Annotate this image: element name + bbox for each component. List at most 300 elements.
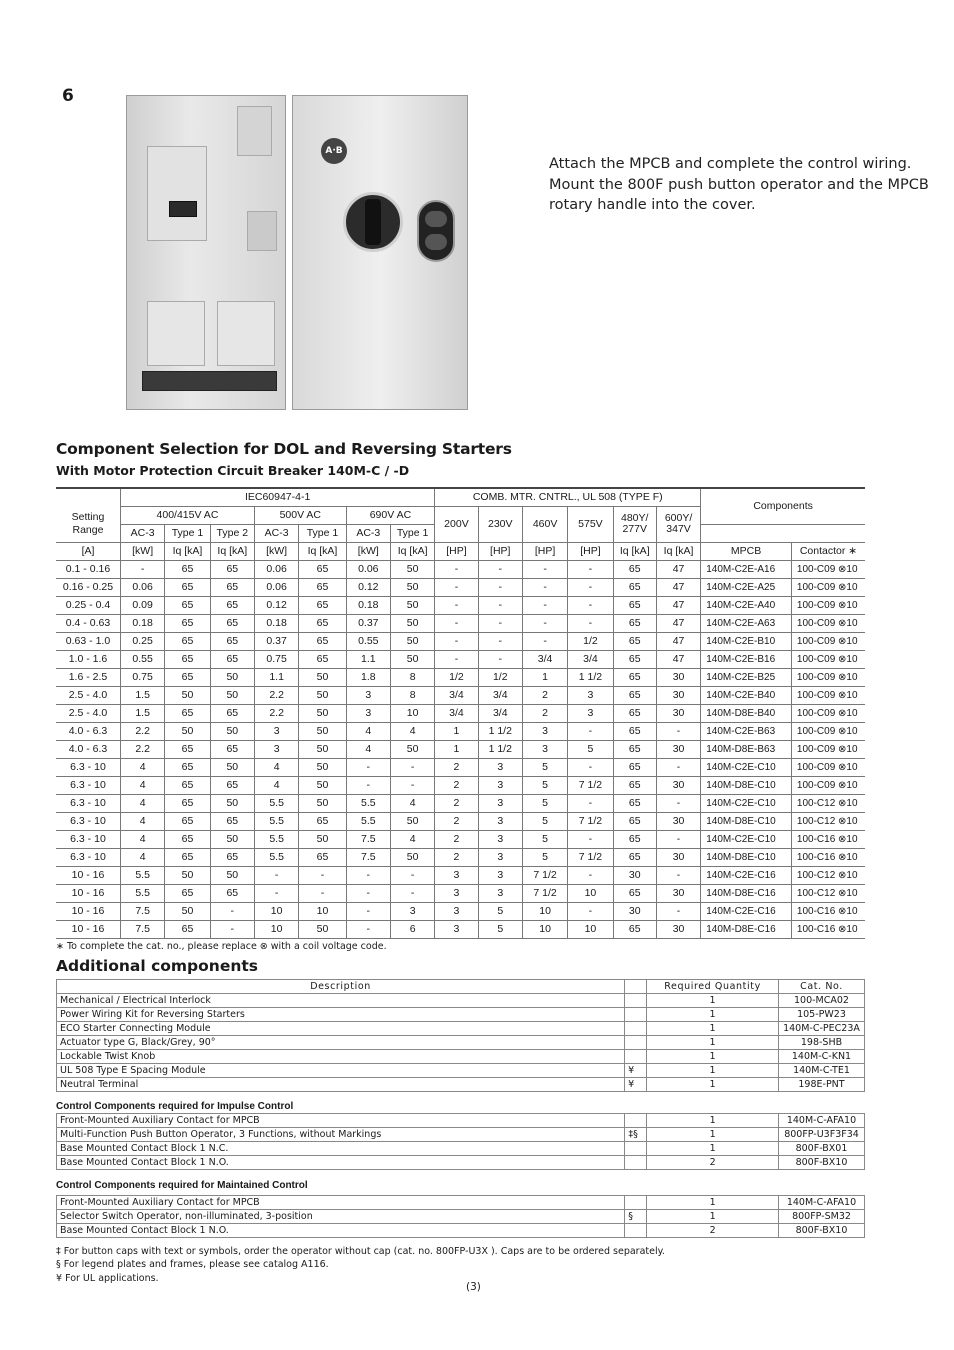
type1-header: Type 1: [390, 524, 434, 542]
table-cell: 4: [346, 740, 390, 758]
table-cell: 5.5: [120, 884, 164, 902]
table-cell: 7.5: [120, 920, 164, 938]
table-cell: 30: [656, 686, 700, 704]
table-cell: -: [120, 560, 164, 578]
table-cell: 1.0 - 1.6: [56, 650, 120, 668]
table-cell: -: [656, 866, 700, 884]
table-cell: 50: [210, 686, 254, 704]
table-cell: -: [346, 902, 390, 920]
table-cell: 3: [346, 686, 390, 704]
list-item: [57, 1036, 865, 1050]
table-cell: 0.55: [120, 650, 164, 668]
table-cell: 5: [522, 776, 567, 794]
type1-header: Type 1: [299, 524, 346, 542]
ul-header: COMB. MTR. CNTRL., UL 508 (TYPE F): [435, 488, 701, 506]
item-note-mark: §: [625, 1210, 647, 1224]
table-cell: -: [656, 902, 700, 920]
table-cell: 65: [165, 848, 210, 866]
table-cell: 65: [613, 884, 656, 902]
table-row: [56, 866, 865, 884]
table-cell: 65: [613, 812, 656, 830]
item-cat-no: 100-MCA02: [778, 994, 864, 1008]
setting-range-header: Setting Range: [56, 506, 120, 542]
table-cell: 65: [210, 740, 254, 758]
table-cell: 3: [435, 884, 478, 902]
table-cell: 0.18: [120, 614, 164, 632]
type2-header: Type 2: [210, 524, 254, 542]
table-cell: 1/2: [568, 632, 613, 650]
table-cell: 65: [210, 632, 254, 650]
table-cell: 65: [613, 722, 656, 740]
table-cell: 47: [656, 578, 700, 596]
table-cell: 4: [390, 794, 434, 812]
table-cell: 3: [478, 830, 522, 848]
list-item: [57, 1210, 865, 1224]
table-cell: 0.25: [120, 632, 164, 650]
table-cell: -: [210, 920, 254, 938]
item-description: Actuator type G, Black/Grey, 90°: [57, 1036, 625, 1050]
table-cell: 2.2: [254, 704, 298, 722]
table-cell: 3: [522, 722, 567, 740]
item-description: Power Wiring Kit for Reversing Starters: [57, 1008, 625, 1022]
mpcb-cell: 140M-D8E-C10: [701, 776, 792, 794]
table-cell: 5.5: [254, 794, 298, 812]
item-cat-no: 800F-BX10: [779, 1224, 865, 1238]
table-cell: -: [568, 830, 613, 848]
mpcb-cell: 140M-C2E-B40: [701, 686, 792, 704]
table-cell: 0.16 - 0.25: [56, 578, 120, 596]
table-cell: 4: [254, 758, 298, 776]
table-cell: -: [435, 596, 478, 614]
table-cell: 50: [210, 794, 254, 812]
list-item: [57, 994, 865, 1008]
additional-title: Additional components: [56, 957, 259, 975]
table-cell: 65: [210, 578, 254, 596]
table-cell: 10: [254, 902, 298, 920]
table-cell: 1/2: [435, 668, 478, 686]
list-item: [57, 1114, 865, 1128]
table-cell: 50: [165, 722, 210, 740]
table-cell: 5: [522, 794, 567, 812]
table-cell: 0.4 - 0.63: [56, 614, 120, 632]
table-cell: 2.2: [254, 686, 298, 704]
table-cell: -: [522, 578, 567, 596]
table-cell: 0.09: [120, 596, 164, 614]
table-cell: 1 1/2: [568, 668, 613, 686]
item-note-mark: [625, 994, 647, 1008]
table-row: [56, 650, 865, 668]
unit-iq: Iq [kA]: [165, 542, 210, 560]
table-cell: 0.1 - 0.16: [56, 560, 120, 578]
item-quantity: 2: [647, 1156, 779, 1170]
table-cell: 65: [165, 740, 210, 758]
item-cat-no: 800F-BX01: [779, 1142, 865, 1156]
table-cell: 7.5: [346, 830, 390, 848]
table-cell: 50: [210, 830, 254, 848]
table-cell: -: [568, 758, 613, 776]
table-cell: 30: [656, 740, 700, 758]
table-cell: 30: [656, 884, 700, 902]
table-cell: -: [656, 722, 700, 740]
selection-footnote: ∗ To complete the cat. no., please replace ⊗ with a coil voltage code.: [56, 941, 387, 952]
item-description: Base Mounted Contact Block 1 N.O.: [57, 1224, 625, 1238]
unit-a: [A]: [56, 542, 120, 560]
table-cell: 6.3 - 10: [56, 776, 120, 794]
table-cell: 65: [299, 560, 346, 578]
table-cell: 4: [120, 794, 164, 812]
item-quantity: 1: [647, 1128, 779, 1142]
table-cell: 65: [210, 812, 254, 830]
table-cell: 65: [165, 632, 210, 650]
table-cell: 0.12: [254, 596, 298, 614]
table-cell: 50: [299, 668, 346, 686]
table-cell: 3/4: [435, 704, 478, 722]
table-cell: 65: [613, 794, 656, 812]
item-note-mark: [625, 1022, 647, 1036]
table-cell: -: [656, 794, 700, 812]
table-cell: 65: [210, 596, 254, 614]
list-item: [57, 1224, 865, 1238]
table-cell: -: [299, 866, 346, 884]
item-quantity: 1: [647, 1050, 779, 1064]
table-cell: 65: [210, 614, 254, 632]
table-cell: -: [478, 578, 522, 596]
item-note-mark: [625, 1224, 647, 1238]
table-cell: 30: [656, 920, 700, 938]
table-row: [56, 758, 865, 776]
table-cell: 10: [390, 704, 434, 722]
table-cell: 4.0 - 6.3: [56, 722, 120, 740]
selection-subtitle: With Motor Protection Circuit Breaker 140M-C / -D: [56, 463, 410, 478]
item-cat-no: 198E-PNT: [778, 1078, 864, 1092]
table-cell: 5.5: [254, 848, 298, 866]
contactor-cell: 100-C09 ⊗10: [791, 560, 865, 578]
table-cell: 65: [613, 830, 656, 848]
list-item: [57, 1156, 865, 1170]
table-cell: 10: [522, 902, 567, 920]
mpcb-header: MPCB: [701, 542, 792, 560]
v575-header: 575V: [568, 506, 613, 542]
mpcb-cell: 140M-C2E-B16: [701, 650, 792, 668]
table-cell: 2: [435, 830, 478, 848]
selection-title: Component Selection for DOL and Reversing Starters: [56, 440, 512, 458]
table-cell: 5: [522, 812, 567, 830]
table-cell: 65: [613, 704, 656, 722]
table-cell: 47: [656, 596, 700, 614]
table-cell: 0.12: [346, 578, 390, 596]
v200-header: 200V: [435, 506, 478, 542]
table-cell: 3: [478, 848, 522, 866]
mpcb-cell: 140M-D8E-C16: [701, 884, 792, 902]
contactor-cell: 100-C09 ⊗10: [791, 740, 865, 758]
table-cell: 10: [254, 920, 298, 938]
table-cell: 2: [435, 848, 478, 866]
item-cat-no: 198-SHB: [778, 1036, 864, 1050]
table-cell: 4: [120, 812, 164, 830]
table-cell: 65: [165, 794, 210, 812]
table-cell: 2.2: [120, 740, 164, 758]
item-cat-no: 140M-C-PEC23A: [778, 1022, 864, 1036]
table-cell: 0.18: [346, 596, 390, 614]
item-quantity: 1: [647, 1210, 779, 1224]
item-quantity: 1: [647, 1078, 779, 1092]
table-cell: -: [522, 632, 567, 650]
components-header: Components: [701, 488, 865, 524]
table-cell: 0.37: [346, 614, 390, 632]
table-cell: 30: [656, 668, 700, 686]
table-cell: 4: [120, 848, 164, 866]
list-item: [57, 1008, 865, 1022]
table-cell: 4: [390, 722, 434, 740]
table-row: [56, 884, 865, 902]
table-cell: 65: [613, 614, 656, 632]
table-cell: -: [568, 614, 613, 632]
mpcb-cell: 140M-C2E-B10: [701, 632, 792, 650]
table-cell: 65: [299, 632, 346, 650]
table-cell: 65: [613, 776, 656, 794]
table-cell: 3: [478, 776, 522, 794]
table-cell: 30: [613, 866, 656, 884]
footnote-ul-applications: ¥ For UL applications.: [56, 1273, 159, 1284]
push-button-operator-icon: [417, 200, 455, 262]
quantity-header: Required Quantity: [647, 980, 779, 994]
item-note-mark: [625, 1196, 647, 1210]
table-row: [56, 668, 865, 686]
table-cell: 50: [299, 722, 346, 740]
table-cell: 50: [390, 632, 434, 650]
table-cell: 50: [390, 560, 434, 578]
contactor-cell: 100-C09 ⊗10: [791, 722, 865, 740]
table-cell: 3: [346, 704, 390, 722]
table-cell: -: [568, 578, 613, 596]
table-cell: 50: [390, 650, 434, 668]
table-cell: 65: [210, 650, 254, 668]
table-cell: 0.75: [254, 650, 298, 668]
table-cell: 30: [656, 848, 700, 866]
table-cell: -: [435, 560, 478, 578]
table-cell: 4: [254, 776, 298, 794]
table-cell: 50: [299, 686, 346, 704]
list-item: [57, 1064, 865, 1078]
table-cell: 1.1: [346, 650, 390, 668]
table-cell: 7 1/2: [568, 848, 613, 866]
table-cell: 0.63 - 1.0: [56, 632, 120, 650]
contactor-cell: 100-C12 ⊗10: [791, 866, 865, 884]
table-cell: 2.5 - 4.0: [56, 704, 120, 722]
item-cat-no: 800FP-U3F3F34: [779, 1128, 865, 1142]
table-cell: -: [656, 830, 700, 848]
mpcb-cell: 140M-C2E-C10: [701, 830, 792, 848]
table-cell: 1/2: [478, 668, 522, 686]
table-cell: 3: [435, 866, 478, 884]
unit-iq: Iq [kA]: [210, 542, 254, 560]
item-description: ECO Starter Connecting Module: [57, 1022, 625, 1036]
table-cell: 7.5: [120, 902, 164, 920]
unit-hp: [HP]: [522, 542, 567, 560]
table-cell: 6.3 - 10: [56, 758, 120, 776]
unit-kw: [kW]: [346, 542, 390, 560]
table-cell: 65: [299, 848, 346, 866]
table-cell: 3: [478, 884, 522, 902]
unit-iq: Iq [kA]: [656, 542, 700, 560]
item-note-mark: ‡§: [625, 1128, 647, 1142]
table-cell: 5.5: [120, 866, 164, 884]
table-cell: 0.25 - 0.4: [56, 596, 120, 614]
table-cell: 47: [656, 632, 700, 650]
table-cell: 65: [613, 650, 656, 668]
table-cell: 0.75: [120, 668, 164, 686]
table-cell: 30: [656, 704, 700, 722]
table-cell: 5.5: [346, 794, 390, 812]
contactor-cell: 100-C16 ⊗10: [791, 920, 865, 938]
item-note-mark: ¥: [625, 1078, 647, 1092]
table-cell: 10: [568, 920, 613, 938]
table-cell: 2.5 - 4.0: [56, 686, 120, 704]
table-cell: -: [478, 614, 522, 632]
table-cell: 0.06: [254, 578, 298, 596]
table-cell: 65: [613, 920, 656, 938]
table-cell: 65: [165, 650, 210, 668]
table-cell: -: [346, 920, 390, 938]
table-cell: 5: [522, 848, 567, 866]
item-note-mark: [625, 1008, 647, 1022]
additional-components-table: [56, 979, 865, 1092]
mpcb-cell: 140M-D8E-B40: [701, 704, 792, 722]
table-cell: 4: [120, 830, 164, 848]
table-cell: 3: [390, 902, 434, 920]
item-description: Front-Mounted Auxiliary Contact for MPCB: [57, 1114, 625, 1128]
contactor-cell: 100-C09 ⊗10: [791, 614, 865, 632]
table-cell: 6.3 - 10: [56, 848, 120, 866]
group-500-header: 500V AC: [254, 506, 346, 524]
table-cell: 50: [299, 920, 346, 938]
mpcb-cell: 140M-D8E-C10: [701, 848, 792, 866]
mpcb-cell: 140M-C2E-A16: [701, 560, 792, 578]
table-cell: 65: [210, 884, 254, 902]
mpcb-cell: 140M-C2E-B25: [701, 668, 792, 686]
table-cell: 3: [478, 758, 522, 776]
table-cell: 30: [656, 776, 700, 794]
contactor-cell: 100-C09 ⊗10: [791, 704, 865, 722]
item-quantity: 2: [647, 1224, 779, 1238]
item-quantity: 1: [647, 1008, 779, 1022]
table-cell: 2.2: [120, 722, 164, 740]
item-note-mark: [625, 1114, 647, 1128]
item-quantity: 1: [647, 994, 779, 1008]
item-description: Selector Switch Operator, non-illuminated, 3-position: [57, 1210, 625, 1224]
table-cell: 50: [390, 596, 434, 614]
table-cell: -: [346, 776, 390, 794]
table-cell: 65: [165, 884, 210, 902]
table-row: [56, 578, 865, 596]
product-photo-open-enclosure: [126, 95, 286, 410]
contactor-cell: 100-C12 ⊗10: [791, 812, 865, 830]
list-item: [57, 1078, 865, 1092]
table-cell: 10 - 16: [56, 920, 120, 938]
table-cell: 65: [165, 758, 210, 776]
table-row: [56, 920, 865, 938]
table-cell: 0.18: [254, 614, 298, 632]
table-row: [56, 632, 865, 650]
table-cell: 65: [165, 830, 210, 848]
table-cell: 65: [299, 578, 346, 596]
contactor-cell: 100-C09 ⊗10: [791, 650, 865, 668]
unit-iq: Iq [kA]: [613, 542, 656, 560]
table-cell: 2: [435, 812, 478, 830]
mpcb-cell: 140M-C2E-C10: [701, 758, 792, 776]
mpcb-cell: 140M-C2E-A63: [701, 614, 792, 632]
table-cell: -: [478, 560, 522, 578]
table-cell: -: [435, 650, 478, 668]
table-cell: -: [568, 722, 613, 740]
table-cell: 65: [210, 704, 254, 722]
component-selection-table: [56, 487, 865, 939]
table-cell: -: [210, 902, 254, 920]
table-cell: 5: [478, 902, 522, 920]
table-cell: -: [435, 578, 478, 596]
table-cell: 65: [613, 596, 656, 614]
table-cell: 8: [390, 686, 434, 704]
mpcb-cell: 140M-C2E-C16: [701, 902, 792, 920]
impulse-control-table: [56, 1113, 865, 1170]
table-cell: -: [568, 596, 613, 614]
table-cell: 7 1/2: [522, 866, 567, 884]
mpcb-cell: 140M-D8E-C10: [701, 812, 792, 830]
table-cell: 50: [299, 776, 346, 794]
mpcb-cell: 140M-C2E-B63: [701, 722, 792, 740]
table-cell: 8: [390, 668, 434, 686]
table-cell: -: [346, 884, 390, 902]
table-cell: 65: [299, 812, 346, 830]
footnote-legend-plates: § For legend plates and frames, please see catalog A116.: [56, 1259, 329, 1270]
table-cell: 65: [165, 920, 210, 938]
maintained-control-title: Control Components required for Maintained Control: [56, 1180, 308, 1191]
table-cell: 2: [435, 776, 478, 794]
table-row: [56, 704, 865, 722]
ac3-header: AC-3: [254, 524, 298, 542]
item-description: Base Mounted Contact Block 1 N.O.: [57, 1156, 625, 1170]
table-cell: 10 - 16: [56, 902, 120, 920]
table-cell: 10 - 16: [56, 866, 120, 884]
table-cell: 4: [346, 722, 390, 740]
table-cell: 65: [299, 650, 346, 668]
item-quantity: 1: [647, 1036, 779, 1050]
table-cell: 7.5: [346, 848, 390, 866]
item-note-mark: [625, 1050, 647, 1064]
unit-hp: [HP]: [435, 542, 478, 560]
description-header: Description: [57, 980, 625, 994]
item-description: Multi-Function Push Button Operator, 3 Functions, without Markings: [57, 1128, 625, 1142]
impulse-control-title: Control Components required for Impulse Control: [56, 1101, 294, 1112]
item-description: Lockable Twist Knob: [57, 1050, 625, 1064]
mpcb-cell: 140M-C2E-A40: [701, 596, 792, 614]
table-cell: -: [568, 866, 613, 884]
table-row: [56, 740, 865, 758]
unit-hp: [HP]: [478, 542, 522, 560]
table-cell: -: [435, 614, 478, 632]
table-cell: 10 - 16: [56, 884, 120, 902]
table-cell: 50: [299, 830, 346, 848]
table-cell: 3: [254, 722, 298, 740]
table-cell: 65: [613, 668, 656, 686]
table-cell: -: [478, 596, 522, 614]
table-cell: 7 1/2: [522, 884, 567, 902]
table-cell: 50: [165, 866, 210, 884]
table-cell: 1: [522, 668, 567, 686]
table-cell: 4: [120, 776, 164, 794]
table-cell: -: [568, 902, 613, 920]
table-cell: 3: [478, 866, 522, 884]
